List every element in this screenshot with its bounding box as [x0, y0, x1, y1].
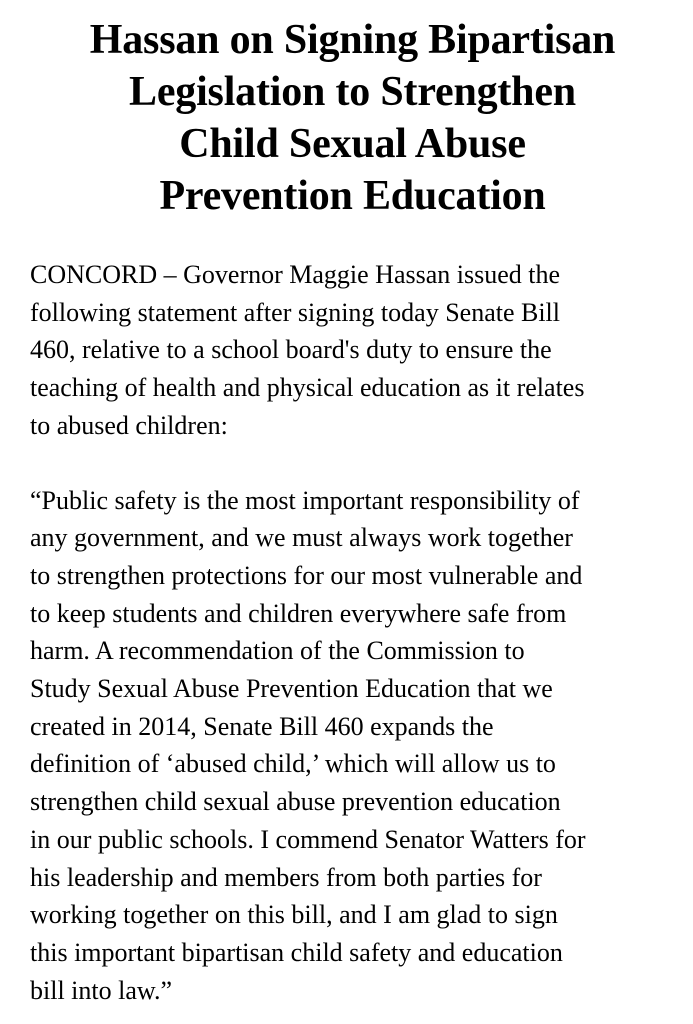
quote-line: definition of ‘abused child,’ which will allow us to — [30, 749, 556, 779]
quote-paragraph — [30, 482, 675, 1010]
headline-line: Hassan on Signing Bipartisan — [89, 17, 616, 63]
quote-line: bill into law.” — [30, 975, 173, 1005]
intro-line: teaching of health and physical education as it relates — [30, 373, 585, 403]
intro-paragraph — [30, 256, 675, 445]
headline — [30, 0, 675, 222]
quote-line: his leadership and members from both parties for — [30, 862, 542, 892]
quote-line: Study Sexual Abuse Prevention Education that we — [30, 674, 553, 704]
quote-line: strengthen child sexual abuse prevention education — [30, 787, 561, 817]
quote-line: working together on this bill, and I am glad to sign — [30, 900, 558, 930]
headline-line: Prevention Education — [159, 173, 546, 219]
headline-line: Legislation to Strengthen — [129, 69, 576, 115]
quote-line: any government, and we must always work together — [30, 523, 573, 553]
quote-line: created in 2014, Senate Bill 460 expands the — [30, 711, 494, 741]
quote-line: this important bipartisan child safety and education — [30, 937, 563, 967]
quote-line: “Public safety is the most important responsibility of — [30, 485, 580, 515]
intro-line: CONCORD – Governor Maggie Hassan issued the — [30, 260, 561, 289]
quote-line: to strengthen protections for our most vulnerable and — [30, 560, 583, 590]
quote-line: in our public schools. I commend Senator Watters for — [30, 824, 586, 854]
headline-line: Child Sexual Abuse — [179, 121, 526, 167]
quote-line: harm. A recommendation of the Commission to — [30, 636, 525, 666]
intro-line: to abused children: — [30, 410, 228, 440]
quote-line: to keep students and children everywhere safe from — [30, 598, 567, 628]
intro-line: 460, relative to a school board's duty to ensure the — [30, 335, 552, 365]
intro-line: following statement after signing today Senate Bill — [30, 297, 561, 327]
